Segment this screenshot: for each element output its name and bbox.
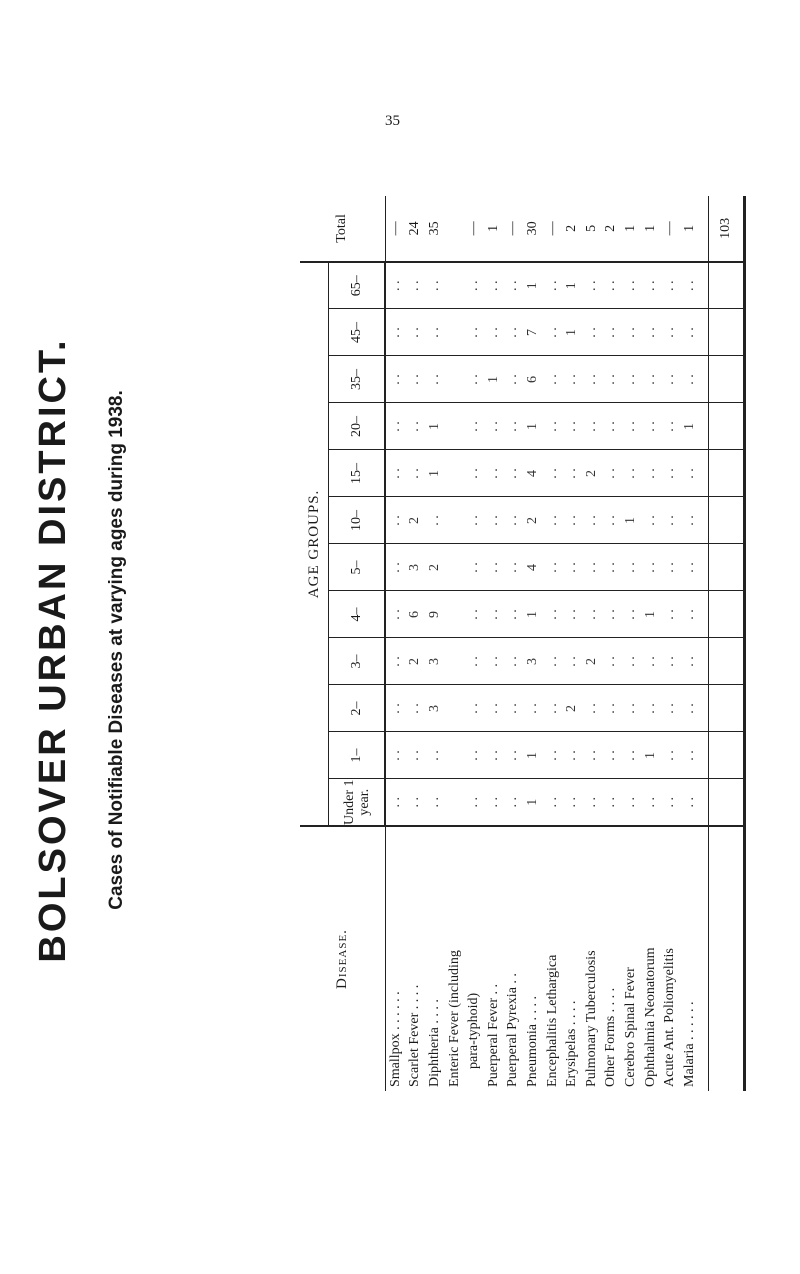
age-group-cell: . .: [484, 685, 504, 732]
age-group-cell: . .: [621, 309, 641, 356]
age-column-header: 15–: [329, 450, 386, 497]
age-group-cell: . .: [464, 262, 484, 309]
age-group-cell: . .: [621, 638, 641, 685]
total-cell: 24: [406, 196, 426, 262]
total-cell: 1: [484, 196, 504, 262]
age-group-cell: . .: [464, 779, 484, 826]
total-cell: 1: [641, 196, 661, 262]
age-group-cell: 2: [562, 685, 582, 732]
disease-name: Malaria . . . . . .: [681, 1001, 697, 1087]
age-group-cell: 1: [523, 262, 543, 309]
age-group-cell: . .: [582, 309, 602, 356]
age-group-cell: . .: [621, 450, 641, 497]
age-group-cell: . .: [680, 544, 708, 591]
age-column-header: 2–: [329, 685, 386, 732]
disease-name: Pneumonia . . . .: [524, 996, 540, 1087]
age-group-cell: . .: [504, 356, 524, 403]
age-group-cell: 1: [523, 591, 543, 638]
total-cell: —: [660, 196, 680, 262]
table-row: [425, 196, 445, 1091]
age-group-cell: . .: [425, 497, 445, 544]
disease-name: Other Forms . . . .: [603, 987, 619, 1087]
age-group-cell: . .: [562, 591, 582, 638]
table-row: [484, 196, 504, 1091]
age-group-cell: . .: [660, 450, 680, 497]
age-group-cell: . .: [385, 403, 406, 450]
age-group-cell: [445, 544, 465, 591]
age-group-cell: . .: [582, 591, 602, 638]
age-group-cell: [445, 591, 465, 638]
total-cell: —: [504, 196, 524, 262]
age-group-cell: . .: [385, 732, 406, 779]
total-cell: 2: [562, 196, 582, 262]
age-group-cell: . .: [562, 732, 582, 779]
table-row: [504, 196, 524, 1091]
age-group-cell: [445, 450, 465, 497]
total-column-header: Total: [300, 196, 385, 262]
disease-column-header: Disease.: [300, 826, 385, 1091]
age-group-cell: . .: [582, 403, 602, 450]
age-group-cell: . .: [464, 638, 484, 685]
age-group-cell: . .: [543, 685, 563, 732]
age-group-cell: . .: [562, 779, 582, 826]
age-group-cell: . .: [385, 309, 406, 356]
age-group-cell: . .: [484, 779, 504, 826]
age-group-cell: . .: [602, 356, 622, 403]
age-group-cell: . .: [602, 544, 622, 591]
age-group-cell: . .: [464, 497, 484, 544]
age-group-cell: . .: [504, 450, 524, 497]
age-group-cell: . .: [543, 309, 563, 356]
age-group-cell: . .: [641, 356, 661, 403]
age-group-cell: . .: [406, 356, 426, 403]
age-group-cell: [445, 638, 465, 685]
age-group-cell: . .: [602, 779, 622, 826]
age-group-cell: . .: [621, 685, 641, 732]
age-group-cell: . .: [641, 262, 661, 309]
age-group-cell: . .: [641, 450, 661, 497]
age-group-cell: . .: [385, 591, 406, 638]
age-group-cell: . .: [504, 497, 524, 544]
age-group-cell: . .: [406, 262, 426, 309]
age-group-cell: 2: [425, 544, 445, 591]
age-group-cell: . .: [464, 450, 484, 497]
age-group-cell: [445, 685, 465, 732]
age-group-cell: . .: [582, 497, 602, 544]
age-group-cell: . .: [602, 262, 622, 309]
age-group-cell: . .: [621, 591, 641, 638]
age-group-cell: . .: [660, 262, 680, 309]
age-group-cell: . .: [680, 779, 708, 826]
age-group-cell: 4: [523, 450, 543, 497]
age-group-cell: . .: [660, 685, 680, 732]
age-group-cell: 6: [406, 591, 426, 638]
age-column-header: 65–: [329, 262, 386, 309]
age-group-cell: . .: [582, 544, 602, 591]
document-title: BOLSOVER URBAN DISTRICT.: [32, 337, 74, 963]
age-group-cell: . .: [464, 403, 484, 450]
table-row: [562, 196, 582, 1091]
age-group-cell: 1: [621, 497, 641, 544]
age-column-header: 5–: [329, 544, 386, 591]
age-group-cell: . .: [621, 356, 641, 403]
table-row: [660, 196, 680, 1091]
age-group-cell: [445, 779, 465, 826]
disease-name: Erysipelas . . . .: [564, 1000, 580, 1087]
age-group-cell: [445, 732, 465, 779]
age-group-cell: . .: [504, 403, 524, 450]
age-group-cell: . .: [602, 497, 622, 544]
total-cell: —: [464, 196, 484, 262]
age-group-cell: . .: [406, 403, 426, 450]
table-row: [464, 196, 484, 1091]
age-group-cell: . .: [641, 685, 661, 732]
age-group-cell: . .: [385, 638, 406, 685]
age-group-cell: . .: [680, 732, 708, 779]
disease-name: Puerperal Fever . .: [485, 983, 501, 1087]
age-group-cell: 2: [523, 497, 543, 544]
age-group-cell: . .: [680, 356, 708, 403]
age-group-cell: . .: [621, 779, 641, 826]
age-group-cell: . .: [425, 732, 445, 779]
age-group-cell: . .: [680, 450, 708, 497]
age-group-cell: . .: [484, 450, 504, 497]
age-group-cell: . .: [543, 638, 563, 685]
total-cell: 30: [523, 196, 543, 262]
age-group-cell: . .: [464, 356, 484, 403]
age-group-cell: . .: [641, 544, 661, 591]
total-cell: [445, 196, 465, 262]
table-row: [621, 196, 641, 1091]
age-group-cell: . .: [484, 497, 504, 544]
disease-name: Smallpox . . . . . .: [387, 991, 403, 1087]
age-group-cell: . .: [562, 638, 582, 685]
age-group-cell: . .: [484, 591, 504, 638]
age-column-header: 20–: [329, 403, 386, 450]
age-group-cell: . .: [602, 732, 622, 779]
age-group-cell: . .: [484, 262, 504, 309]
age-group-cell: 6: [523, 356, 543, 403]
table-row: [445, 196, 465, 1091]
table-row: [602, 196, 622, 1091]
age-column-header: 10–: [329, 497, 386, 544]
age-group-cell: . .: [602, 309, 622, 356]
age-group-cell: . .: [406, 309, 426, 356]
age-group-cell: . .: [660, 591, 680, 638]
age-group-cell: 7: [523, 309, 543, 356]
age-group-cell: . .: [562, 356, 582, 403]
age-group-cell: 3: [425, 685, 445, 732]
age-group-cell: 1: [562, 262, 582, 309]
age-group-cell: . .: [484, 638, 504, 685]
table-row: [582, 196, 602, 1091]
age-group-cell: . .: [562, 497, 582, 544]
age-group-cell: 1: [523, 732, 543, 779]
age-group-cell: . .: [464, 309, 484, 356]
age-group-cell: . .: [504, 591, 524, 638]
disease-name: Diphtheria . . . .: [426, 999, 442, 1087]
age-group-cell: . .: [385, 685, 406, 732]
age-group-cell: . .: [641, 309, 661, 356]
age-group-cell: . .: [641, 779, 661, 826]
age-column-header: 45–: [329, 309, 386, 356]
age-group-cell: . .: [385, 497, 406, 544]
grand-total: 103: [708, 196, 744, 262]
age-group-cell: . .: [543, 497, 563, 544]
age-group-cell: . .: [464, 544, 484, 591]
age-group-cell: . .: [484, 732, 504, 779]
age-group-cell: . .: [680, 497, 708, 544]
age-group-cell: 1: [641, 732, 661, 779]
age-group-cell: . .: [621, 544, 641, 591]
disease-name: Pulmonary Tuberculosis: [583, 950, 599, 1087]
age-group-cell: . .: [385, 356, 406, 403]
age-groups-header: AGE GROUPS.: [300, 262, 329, 826]
age-group-cell: 1: [523, 403, 543, 450]
age-group-cell: . .: [543, 262, 563, 309]
age-group-cell: 9: [425, 591, 445, 638]
age-column-header: 4–: [329, 591, 386, 638]
age-group-cell: 1: [425, 450, 445, 497]
total-cell: —: [543, 196, 563, 262]
age-group-cell: . .: [562, 450, 582, 497]
age-group-cell: . .: [680, 309, 708, 356]
age-group-cell: 1: [523, 779, 543, 826]
age-group-cell: . .: [680, 685, 708, 732]
age-group-cell: 3: [523, 638, 543, 685]
age-group-cell: . .: [504, 779, 524, 826]
page-heading: [30, 220, 160, 1080]
age-group-cell: . .: [385, 262, 406, 309]
age-group-cell: . .: [562, 403, 582, 450]
age-group-cell: . .: [385, 450, 406, 497]
age-group-cell: . .: [406, 779, 426, 826]
age-group-cell: . .: [504, 309, 524, 356]
age-group-cell: . .: [582, 262, 602, 309]
table-row: [523, 196, 543, 1091]
age-group-cell: 2: [406, 638, 426, 685]
age-group-cell: 1: [680, 403, 708, 450]
age-group-cell: . .: [641, 403, 661, 450]
age-group-cell: . .: [543, 591, 563, 638]
age-group-cell: . .: [504, 262, 524, 309]
age-group-cell: . .: [660, 732, 680, 779]
age-group-cell: . .: [621, 403, 641, 450]
total-cell: 2: [602, 196, 622, 262]
age-group-cell: . .: [562, 544, 582, 591]
age-group-cell: . .: [504, 544, 524, 591]
age-group-cell: . .: [464, 591, 484, 638]
table-row: [406, 196, 426, 1091]
age-group-cell: . .: [660, 356, 680, 403]
age-group-cell: . .: [406, 450, 426, 497]
age-group-cell: . .: [385, 544, 406, 591]
age-group-cell: . .: [641, 497, 661, 544]
age-group-cell: . .: [484, 403, 504, 450]
page-number: 35: [385, 113, 400, 129]
age-group-cell: . .: [660, 403, 680, 450]
age-group-cell: . .: [504, 685, 524, 732]
age-group-cell: . .: [602, 403, 622, 450]
total-cell: 1: [621, 196, 641, 262]
total-cell: —: [385, 196, 406, 262]
age-group-cell: . .: [523, 685, 543, 732]
age-group-cell: . .: [660, 544, 680, 591]
age-group-cell: . .: [464, 685, 484, 732]
age-group-cell: . .: [582, 779, 602, 826]
disease-name: Cerebro Spinal Fever: [622, 967, 638, 1087]
age-group-cell: . .: [406, 732, 426, 779]
age-group-cell: 1: [641, 591, 661, 638]
age-group-cell: . .: [602, 450, 622, 497]
age-group-cell: . .: [680, 638, 708, 685]
age-group-cell: [445, 497, 465, 544]
age-group-cell: . .: [385, 779, 406, 826]
age-group-cell: [445, 403, 465, 450]
age-group-cell: . .: [680, 591, 708, 638]
age-group-cell: . .: [680, 262, 708, 309]
age-group-cell: 3: [425, 638, 445, 685]
age-column-header: 35–: [329, 356, 386, 403]
document-subtitle: Cases of Notifiable Diseases at varying ages during 1938.: [106, 390, 127, 910]
age-group-cell: . .: [543, 732, 563, 779]
age-group-cell: . .: [504, 638, 524, 685]
age-group-cell: [445, 356, 465, 403]
age-group-cell: . .: [602, 591, 622, 638]
age-group-cell: . .: [582, 732, 602, 779]
age-group-cell: . .: [484, 309, 504, 356]
age-group-cell: . .: [425, 356, 445, 403]
age-group-cell: . .: [582, 685, 602, 732]
age-group-cell: 1: [562, 309, 582, 356]
table-row: [680, 196, 708, 1091]
disease-name: Puerperal Pyrexia . .: [505, 973, 521, 1087]
age-group-cell: . .: [543, 544, 563, 591]
age-group-cell: . .: [543, 450, 563, 497]
total-cell: 35: [425, 196, 445, 262]
age-group-cell: . .: [621, 262, 641, 309]
age-group-cell: . .: [425, 779, 445, 826]
age-group-cell: 3: [406, 544, 426, 591]
age-group-cell: [445, 309, 465, 356]
total-cell: 1: [680, 196, 708, 262]
age-column-header: 3–: [329, 638, 386, 685]
age-group-cell: . .: [641, 638, 661, 685]
age-column-header: 1–: [329, 732, 386, 779]
age-group-cell: . .: [484, 544, 504, 591]
age-group-cell: . .: [660, 638, 680, 685]
age-group-cell: 1: [425, 403, 445, 450]
age-group-cell: . .: [425, 309, 445, 356]
age-group-cell: . .: [582, 356, 602, 403]
age-group-cell: . .: [543, 356, 563, 403]
age-group-cell: 2: [406, 497, 426, 544]
age-group-cell: . .: [660, 779, 680, 826]
age-group-cell: . .: [660, 497, 680, 544]
disease-name: Acute Ant. Poliomyelitis: [662, 948, 678, 1087]
age-group-cell: [445, 262, 465, 309]
age-group-cell: . .: [425, 262, 445, 309]
table-row: [641, 196, 661, 1091]
disease-age-table: [300, 214, 733, 1091]
table-row: [543, 196, 563, 1091]
age-group-cell: . .: [602, 638, 622, 685]
age-group-cell: . .: [660, 309, 680, 356]
disease-name: Scarlet Fever . . . .: [407, 984, 423, 1087]
age-group-cell: 1: [484, 356, 504, 403]
age-group-cell: 4: [523, 544, 543, 591]
age-column-header: Under 1 year.: [329, 779, 386, 826]
age-group-cell: 2: [582, 638, 602, 685]
age-group-cell: . .: [543, 779, 563, 826]
age-group-cell: . .: [464, 732, 484, 779]
disease-name: Encephalitis Lethargica: [544, 954, 560, 1087]
total-cell: 5: [582, 196, 602, 262]
disease-name: Enteric Fever (including: [446, 950, 462, 1087]
disease-name: para-typhoid): [466, 992, 482, 1069]
age-group-cell: 2: [582, 450, 602, 497]
age-group-cell: . .: [406, 685, 426, 732]
disease-name: Ophthalmia Neonatorum: [642, 947, 658, 1087]
age-group-cell: . .: [504, 732, 524, 779]
age-group-cell: . .: [602, 685, 622, 732]
table-row: [385, 196, 406, 1091]
age-group-cell: . .: [543, 403, 563, 450]
age-group-cell: . .: [621, 732, 641, 779]
